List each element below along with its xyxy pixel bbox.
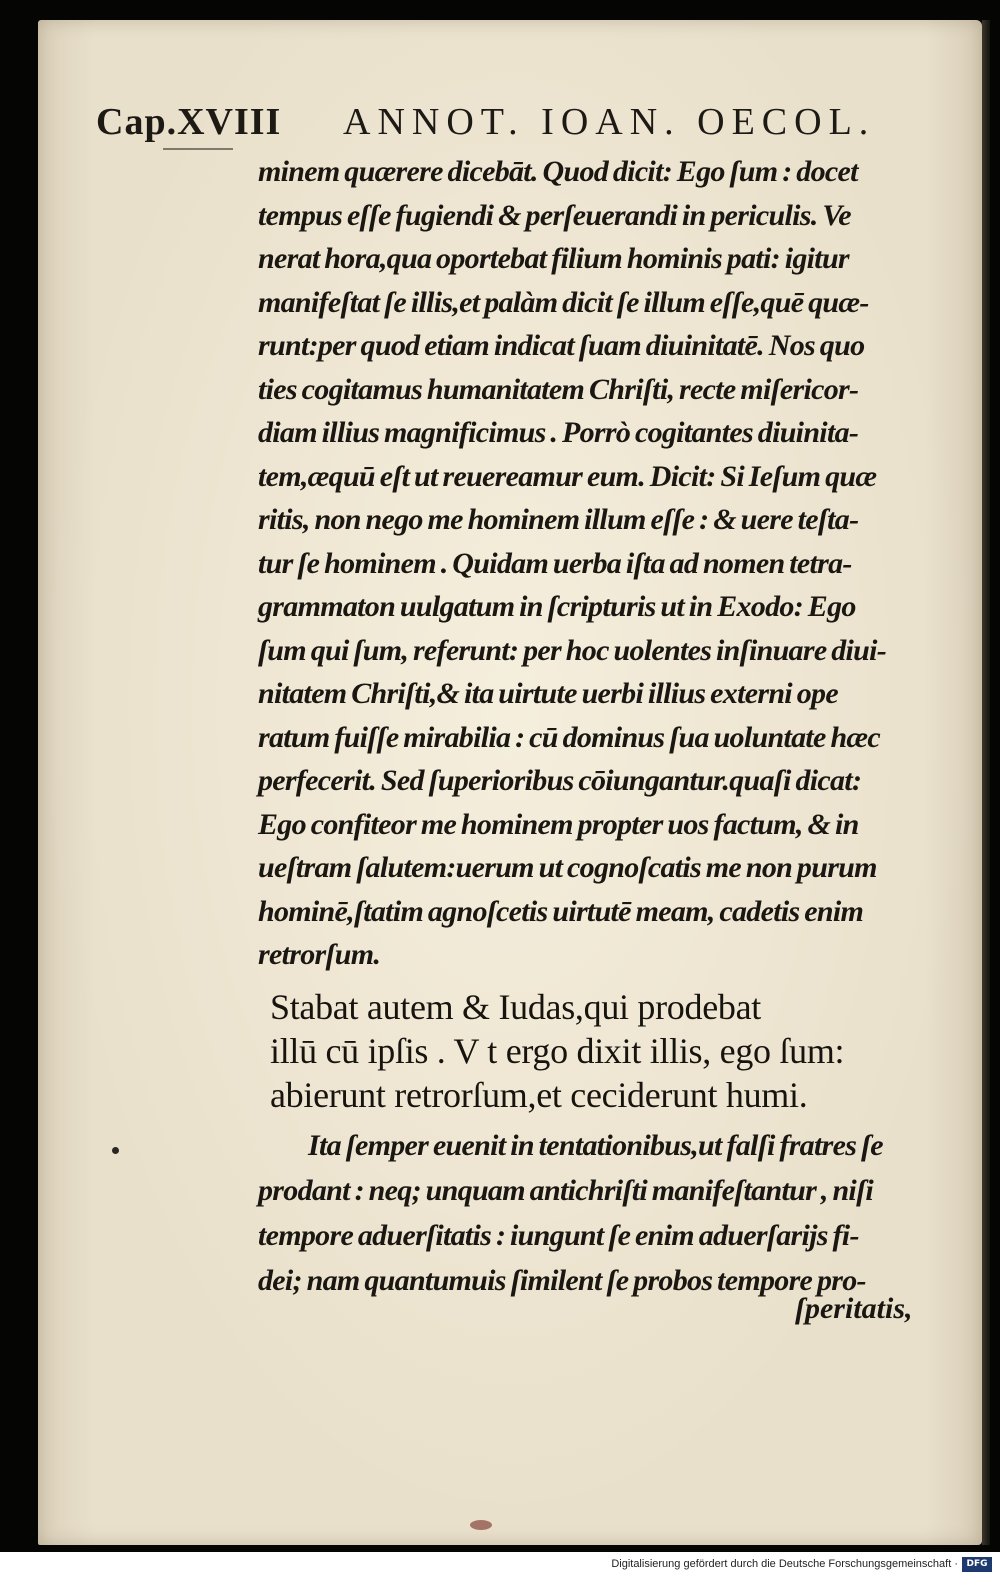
page-edge bbox=[982, 20, 990, 1545]
text-line: nitatem Chriſti,& ita uirtute uerbi illius externi ope bbox=[258, 677, 838, 710]
ink-spot bbox=[112, 1147, 119, 1154]
commentary-paragraph-2 bbox=[258, 1123, 930, 1303]
text-line: ties cogitamus humanitatem Chriſti, recte miſericor- bbox=[258, 372, 859, 406]
footer-bar bbox=[0, 1552, 1000, 1578]
running-title: ANNOT. IOAN. OECOL. bbox=[343, 101, 876, 143]
running-head bbox=[58, 100, 958, 150]
text-line: retrorſum. bbox=[258, 938, 381, 971]
text-line: manifeſtat ſe illis,et palàm dicit ſe illum eſſe,quē quæ- bbox=[258, 285, 869, 319]
verse-line: illū cū ipſis . V t ergo dixit illis, ego ſum: bbox=[270, 1030, 845, 1071]
text-line: ritis, non nego me hominem illum eſſe : & uere teſta- bbox=[258, 503, 859, 536]
text-line: grammaton uulgatum in ſcripturis ut in Exodo: Ego bbox=[258, 590, 856, 623]
text-line: tur ſe hominem . Quidam uerba iſta ad nomen tetra- bbox=[258, 546, 852, 580]
chapter-underline bbox=[163, 148, 233, 150]
text-line: ratum fuiſſe mirabilia : cū dominus ſua uoluntate hæc bbox=[258, 720, 881, 754]
ink-spot bbox=[470, 1520, 492, 1530]
scripture-verse bbox=[270, 985, 930, 1117]
text-line: diam illius magnificimus . Porrò cogitantes diuinita- bbox=[258, 416, 859, 449]
text-line: Ego confiteor me hominem propter uos factum, & in bbox=[258, 807, 859, 841]
text-line: perfecerit. Sed ſuperioribus cōiungantur.quaſi dicat: bbox=[258, 764, 862, 797]
funding-notice: Digitalisierung gefördert durch die Deutsche Forschungsgemeinschaft · bbox=[611, 1558, 958, 1570]
verse-line: Stabat autem & Iudas,qui prodebat bbox=[270, 986, 761, 1027]
chapter-number: Cap.XVIII bbox=[96, 101, 282, 143]
commentary-paragraph bbox=[258, 150, 930, 977]
text-line: ſum qui ſum, referunt: per hoc uolentes inſinuare diui- bbox=[258, 633, 887, 667]
verse-line: abierunt retrorſum,et ceciderunt humi. bbox=[270, 1074, 808, 1115]
text-line: hominē,ſtatim agnoſcetis uirtutē meam, cadetis enim bbox=[258, 894, 864, 928]
text-line: Ita ſemper euenit in tentationibus,ut falſi fratres ſe bbox=[308, 1128, 883, 1162]
text-line: ueſtram ſalutem:uerum ut cognoſcatis me non purum bbox=[258, 851, 877, 884]
text-line: tempore aduerſitatis : iungunt ſe enim aduerſarijs fi- bbox=[258, 1218, 859, 1252]
text-block bbox=[258, 150, 930, 1303]
text-line: minem quærere dicebāt. Quod dicit: Ego ſum : docet bbox=[258, 155, 858, 188]
text-line: runt:per quod etiam indicat ſuam diuinitatē. Nos quo bbox=[258, 329, 865, 362]
catchword: ſperitatis, bbox=[795, 1292, 913, 1325]
text-line: nerat hora,qua oportebat filium hominis pati: igitur bbox=[258, 242, 849, 275]
text-line: tempus eſſe fugiendi & perſeuerandi in periculis. Ve bbox=[258, 198, 851, 232]
text-line: prodant : neq; unquam antichriſti manifeſtantur , niſi bbox=[258, 1173, 873, 1207]
text-line: dei; nam quantumuis ſimilent ſe probos tempore pro- bbox=[258, 1263, 866, 1297]
dfg-logo: DFG bbox=[962, 1557, 992, 1572]
text-line: tem,æquū eſt ut reuereamur eum. Dicit: Si Ieſum quæ bbox=[258, 459, 877, 493]
